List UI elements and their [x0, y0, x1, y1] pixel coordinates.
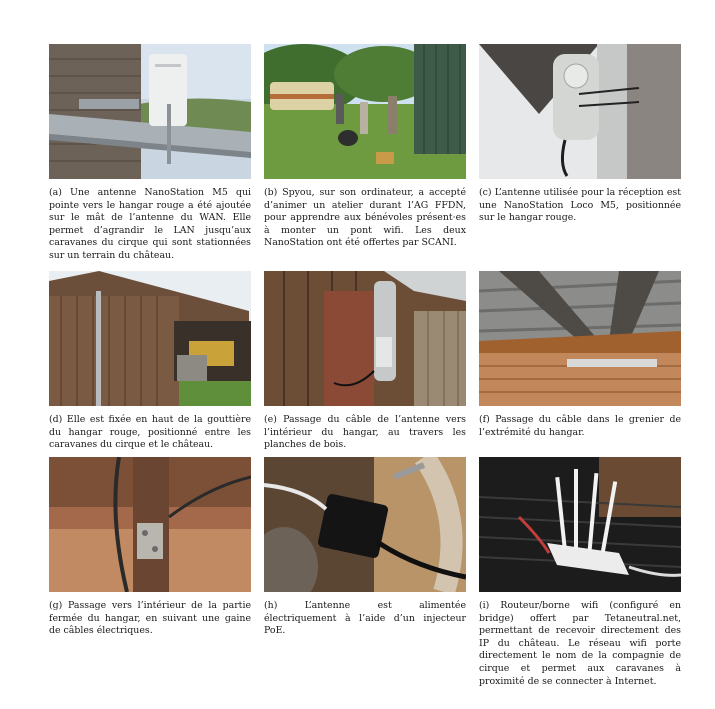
caption-h: (h) L’antenne est alimentée électriquement à l’aide d’un injecteur PoE. [264, 600, 466, 637]
caption-c: (c) L’antenne utilisée pour la réception est une NanoStation Loco M5, positionnée sur le hangar rouge. [479, 187, 681, 224]
caption-b: (b) Spyou, sur son ordinateur, a accepté d’animer un atelier durant l’AG FFDN, pour apprendre aux bénévoles présent·es à monter un pont wifi. Les deux NanoStation ont été offertes par SCANI. [264, 187, 466, 249]
caption-d: (d) Elle est fixée en haut de la gouttière du hangar rouge, positionné entre les caravanes du cirque et le château. [49, 414, 251, 451]
caption-g: (g) Passage vers l’intérieur de la partie fermée du hangar, en suivant une gaine de câbles électriques. [49, 600, 251, 637]
figure-i [479, 457, 681, 688]
caption-f: (f) Passage du câble dans le grenier de l’extrémité du hangar. [479, 414, 681, 438]
caption-i: (i) Routeur/borne wifi (configuré en bridge) offert par Tetaneutral.net, permettant de recevoir directement des IP du château. Le réseau wifi porte directement le nom de la compagnie de cirque et permet aux caravanes à proximité de se connecter à Internet. [479, 600, 681, 687]
photo-nanostation-loco-m5 [479, 44, 681, 179]
photo-hangar-attic [479, 271, 681, 406]
figure-h [264, 457, 466, 638]
figure-c [479, 44, 681, 225]
figure-d [49, 271, 251, 452]
caption-e: (e) Passage du câble de l’antenne vers l’intérieur du hangar, au travers les planches de bois. [264, 414, 466, 451]
figure-a [49, 44, 251, 263]
photo-cable-through-wood [264, 271, 466, 406]
caption-a: (a) Une antenne NanoStation M5 qui pointe vers le hangar rouge a été ajoutée sur le mât de l’antenne du WAN. Elle permet d’agrandir le LAN jusqu’aux caravanes du cirque qui sont stationnées sur un terrain du château. [49, 187, 251, 261]
photo-poe-injector [264, 457, 466, 592]
photo-wifi-router [479, 457, 681, 592]
figure-g [49, 457, 251, 638]
figure-b [264, 44, 466, 250]
photo-red-hangar [49, 271, 251, 406]
photo-nanostation-on-wan-mast [49, 44, 251, 179]
photo-cable-conduit [49, 457, 251, 592]
figure-e [264, 271, 466, 452]
figure-f [479, 271, 681, 439]
photo-volunteers-workshop-field [264, 44, 466, 179]
